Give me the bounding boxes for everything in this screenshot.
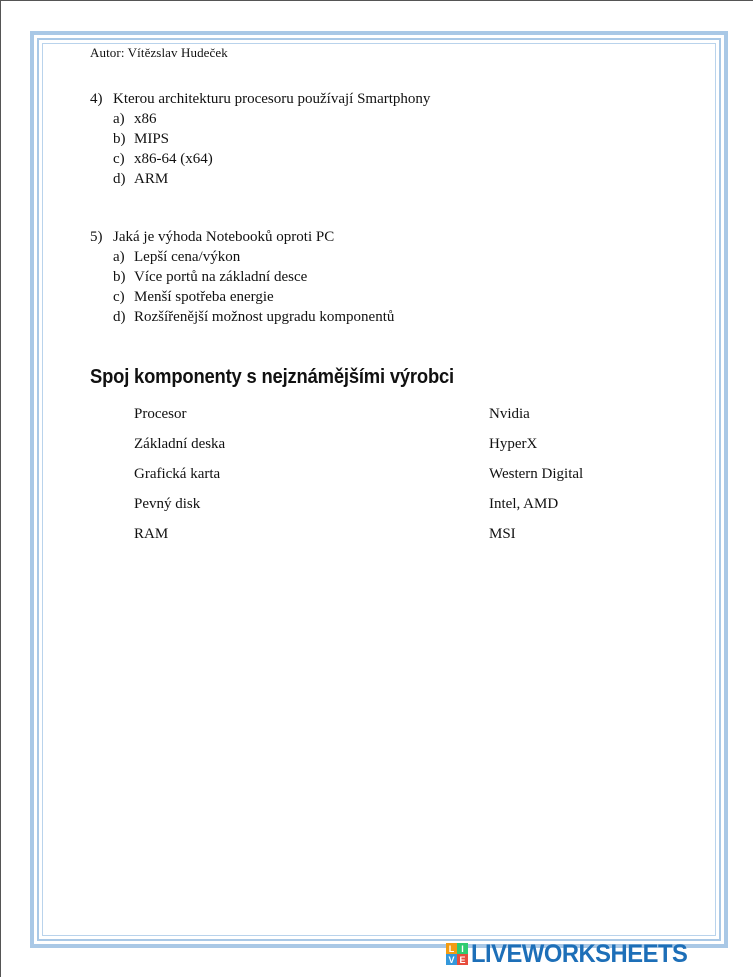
option-letter: c) [113,150,125,167]
option-letter: c) [113,288,125,305]
manufacturer-item[interactable]: HyperX [489,436,538,452]
option-b[interactable] [113,267,394,287]
manufacturer-item[interactable]: MSI [489,526,516,542]
option-text: MIPS [134,130,170,147]
option-letter: b) [113,130,126,147]
manufacturer-item[interactable]: Western Digital [489,466,584,482]
option-text: Menší spotřeba energie [134,288,274,305]
question-number: 4) [90,90,103,107]
option-letter: a) [113,248,125,265]
option-a[interactable] [113,109,430,129]
logo-letter: L [446,943,457,954]
question-5-options [113,247,394,327]
manufacturer-item[interactable]: Nvidia [489,406,530,422]
matching-heading: Spoj komponenty s nejznámějšími výrobci [90,366,454,388]
question-text: Jaká je výhoda Notebooků oproti PC [113,228,335,245]
component-item[interactable]: Základní deska [134,436,226,452]
option-text: Rozšířenější možnost upgradu komponentů [134,308,395,325]
component-item[interactable]: Procesor [134,406,187,422]
question-4-options [113,109,430,189]
question-number: 5) [90,228,103,245]
option-text: x86 [134,110,157,127]
option-text: x86-64 (x64) [134,150,213,167]
option-b[interactable] [113,129,430,149]
option-text: Více portů na základní desce [134,268,308,285]
manufacturer-item[interactable]: Intel, AMD [489,496,559,512]
option-letter: d) [113,308,126,325]
option-letter: b) [113,268,126,285]
question-4 [90,89,430,189]
author-line: Autor: Vítězslav Hudeček [90,45,228,60]
component-item[interactable]: Pevný disk [134,496,201,512]
option-d[interactable] [113,307,394,327]
option-d[interactable] [113,169,430,189]
brand-text: LIVEWORKSHEETS [471,939,688,968]
logo-letter: V [446,954,457,965]
question-text: Kterou architekturu procesoru používají Smartphony [113,90,431,107]
option-a[interactable] [113,247,394,267]
option-text: ARM [134,170,169,187]
liveworksheets-logo [446,939,699,969]
manufacturers-column [489,404,583,554]
question-4-line [90,89,430,109]
option-text: Lepší cena/výkon [134,248,241,265]
question-5-line [90,227,394,247]
component-item[interactable]: RAM [134,526,169,542]
liveworksheets-logo-icon [446,943,468,965]
components-column [134,404,225,554]
option-c[interactable] [113,287,394,307]
logo-letter: I [457,943,468,954]
option-c[interactable] [113,149,430,169]
option-letter: a) [113,110,125,127]
logo-letter: E [457,954,468,965]
option-letter: d) [113,170,126,187]
question-5 [90,227,394,327]
component-item[interactable]: Grafická karta [134,466,221,482]
